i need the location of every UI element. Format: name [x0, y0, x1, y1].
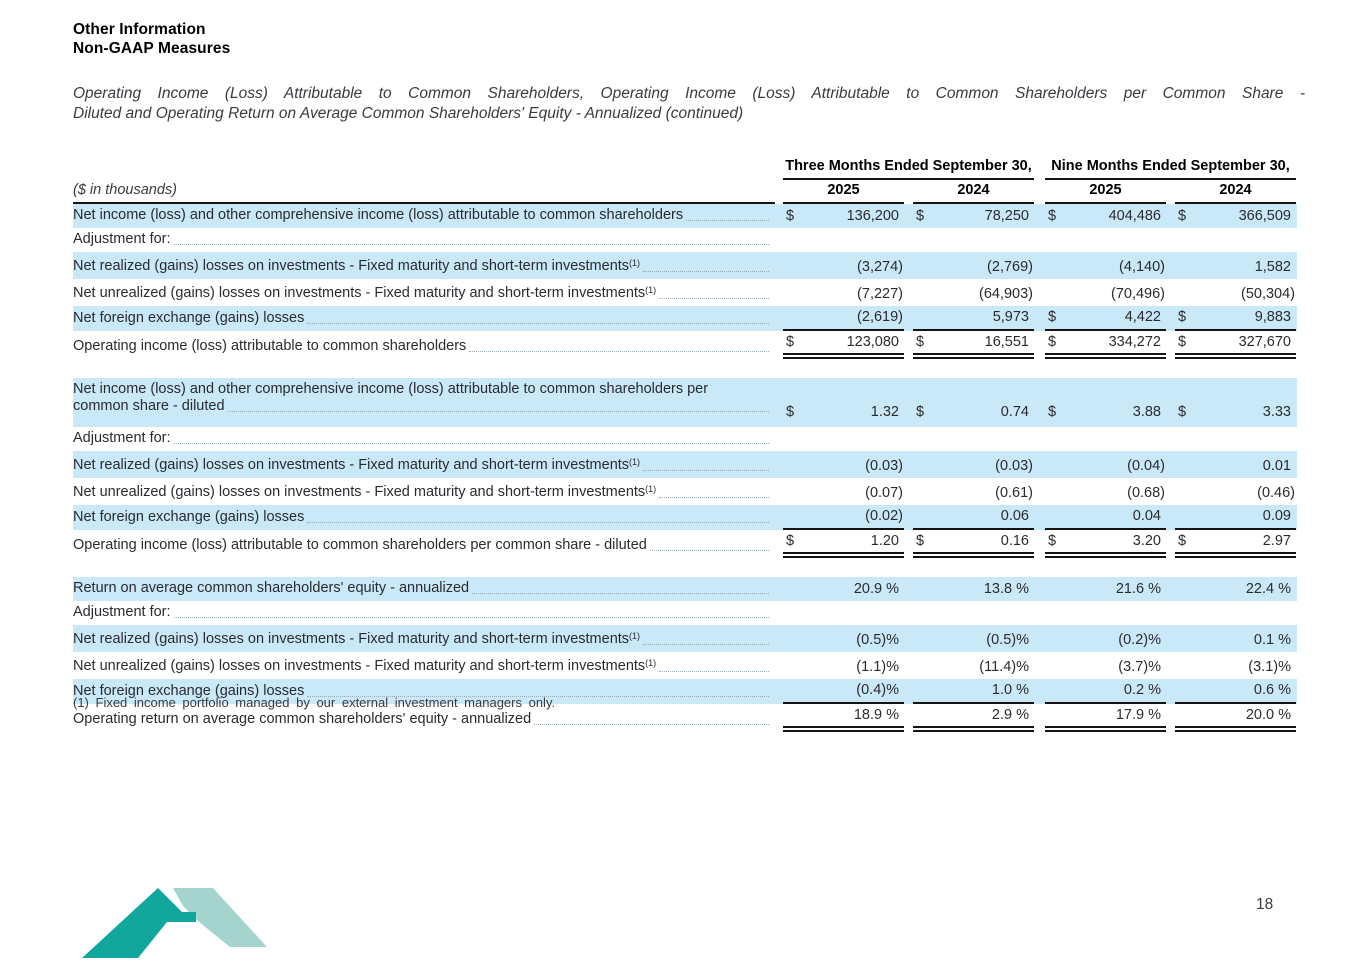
value: 327,670: [1238, 334, 1291, 350]
row-label-text: Adjustment for:: [73, 430, 171, 446]
currency-symbol: $: [786, 208, 795, 224]
company-logo: [75, 880, 275, 966]
dotted-leader: [643, 644, 769, 645]
year-header-1: 2025: [783, 182, 904, 204]
value-cell: [913, 205, 1034, 228]
value-cell: [783, 444, 904, 451]
dotted-leader: [174, 244, 769, 245]
value-cell: [783, 629, 904, 652]
subtitle-line2: Diluted and Operating Return on Average Common Shareholders' Equity - Annualized (continued): [73, 104, 744, 122]
value-cell: [1045, 444, 1166, 451]
row-label: [73, 625, 775, 652]
year-header-3: 2025: [1045, 182, 1166, 204]
footnote-ref: (1): [645, 484, 657, 494]
footnote-ref: (1): [645, 658, 657, 668]
row-label-text: Net unrealized (gains) losses on investments - Fixed maturity and short-term investments$^{(1)}$: [73, 285, 657, 301]
value-cell: [1175, 306, 1296, 331]
value: 9,883: [1254, 309, 1291, 325]
value: 17.9 %: [1115, 707, 1161, 723]
currency-symbol: $: [916, 334, 925, 350]
value-cell: [783, 283, 904, 306]
row-label: [73, 279, 775, 306]
currency-symbol: $: [1048, 208, 1057, 224]
value: 20.0 %: [1245, 707, 1291, 723]
table-row: [73, 331, 1297, 359]
table-section: [73, 204, 1297, 359]
value: (2,619): [857, 309, 903, 325]
value: 404,486: [1108, 208, 1161, 224]
value: (0.02): [865, 508, 903, 524]
row-label: [73, 708, 775, 732]
value: (0.61): [995, 485, 1033, 501]
value: (0.5)%: [856, 632, 899, 648]
row-label-text: Net foreign exchange (gains) losses: [73, 509, 305, 525]
value-cell: [1175, 505, 1296, 530]
row-label-line2: [73, 398, 775, 415]
row-label: [73, 506, 775, 530]
value-cell: [783, 245, 904, 252]
value-cell: [783, 401, 904, 427]
value: (2,769): [987, 259, 1033, 275]
value-cell: [1175, 331, 1296, 359]
value: (3.7)%: [1118, 659, 1161, 675]
value-cell: [783, 679, 904, 704]
value-cell: [1045, 578, 1166, 601]
value: (0.4)%: [856, 682, 899, 698]
currency-symbol: $: [786, 404, 795, 420]
value-cell: [1175, 256, 1296, 279]
dotted-leader: [659, 671, 769, 672]
row-label-text: Net unrealized (gains) losses on investments - Fixed maturity and short-term investments$^{(1)}$: [73, 658, 657, 674]
currency-symbol: $: [916, 533, 925, 549]
value: (3,274): [857, 259, 903, 275]
table-row: [73, 228, 1297, 252]
value: (0.68): [1127, 485, 1165, 501]
value: 2.97: [1262, 533, 1291, 549]
currency-symbol: $: [1048, 334, 1057, 350]
table-row: [73, 478, 1297, 505]
value-cell: [1175, 455, 1296, 478]
row-label-text: Net realized (gains) losses on investments - Fixed maturity and short-term investments$^{(1)}$: [73, 258, 641, 274]
value: 1.20: [870, 533, 899, 549]
value: (0.03): [865, 458, 903, 474]
dotted-leader: [307, 323, 769, 324]
document-title-line2: Non-GAAP Measures: [73, 40, 231, 57]
value-cell: [913, 629, 1034, 652]
row-label-text: Net realized (gains) losses on investments - Fixed maturity and short-term investments$^{(1)}$: [73, 457, 641, 473]
col-group-three-months: Three Months Ended September 30,: [783, 158, 1034, 180]
value-cell: [1045, 256, 1166, 279]
value-cell: [1175, 629, 1296, 652]
value: 366,509: [1238, 208, 1291, 224]
footnote-ref: (1): [629, 258, 641, 268]
value-cell: [1175, 205, 1296, 228]
value: 0.01: [1262, 458, 1291, 474]
col-group-nine-months: Nine Months Ended September 30,: [1045, 158, 1296, 180]
value-cell: [1045, 482, 1166, 505]
value-cell: [913, 306, 1034, 331]
row-label-text: Net unrealized (gains) losses on investments - Fixed maturity and short-term investments$^{(1)}$: [73, 484, 657, 500]
value-cell: [1045, 401, 1166, 427]
value: (1.1)%: [856, 659, 899, 675]
value: 123,080: [846, 334, 899, 350]
value-cell: [783, 205, 904, 228]
value: 0.2 %: [1123, 682, 1161, 698]
row-label: [73, 534, 775, 558]
dotted-leader: [307, 522, 769, 523]
dotted-leader: [174, 617, 769, 618]
table-row: [73, 652, 1297, 679]
table-row: [73, 505, 1297, 530]
value: 3.33: [1262, 404, 1291, 420]
value: 16,551: [984, 334, 1029, 350]
currency-symbol: $: [1178, 334, 1187, 350]
value-cell: [1045, 306, 1166, 331]
value-cell: [1045, 704, 1166, 732]
row-label-text: Return on average common shareholders' equity - annualized: [73, 580, 470, 596]
year-header-4: 2024: [1175, 182, 1296, 204]
value-cell: [1045, 656, 1166, 679]
value: 136,200: [846, 208, 899, 224]
value: 21.6 %: [1115, 581, 1161, 597]
value-cell: [913, 656, 1034, 679]
value: 13.8 %: [983, 581, 1029, 597]
value-cell: [1175, 444, 1296, 451]
table-row: [73, 625, 1297, 652]
dotted-leader: [643, 271, 769, 272]
value: (4,140): [1119, 259, 1165, 275]
row-label-text: Net income (loss) and other comprehensive income (loss) attributable to common shareholders: [73, 207, 684, 223]
table-body: [73, 204, 1297, 732]
row-label: [73, 252, 775, 279]
value: (0.2)%: [1118, 632, 1161, 648]
value-cell: [783, 505, 904, 530]
table-section: [73, 378, 1297, 558]
row-label: [73, 478, 775, 505]
value: 5,973: [992, 309, 1029, 325]
value-cell: [1175, 283, 1296, 306]
value-cell: [1045, 679, 1166, 704]
page-number: 18: [1256, 896, 1274, 913]
dotted-leader: [472, 593, 769, 594]
row-label: [73, 335, 775, 359]
table-row: [73, 577, 1297, 601]
value: 2.9 %: [991, 707, 1029, 723]
value-cell: [1175, 656, 1296, 679]
currency-symbol: $: [1048, 404, 1057, 420]
value-cell: [1175, 401, 1296, 427]
value: 0.09: [1262, 508, 1291, 524]
value-cell: [1045, 530, 1166, 558]
value-cell: [783, 530, 904, 558]
table-row: [73, 378, 1297, 427]
value-cell: [1175, 679, 1296, 704]
row-label-text: Operating income (loss) attributable to common shareholders: [73, 338, 467, 354]
value-cell: [913, 283, 1034, 306]
footnote-ref: (1): [645, 285, 657, 295]
value-cell: [913, 618, 1034, 625]
dotted-leader: [659, 298, 769, 299]
table-row: [73, 306, 1297, 331]
row-label-text: common share - diluted: [73, 398, 225, 414]
value-cell: [783, 618, 904, 625]
value-cell: [913, 401, 1034, 427]
value: (3.1)%: [1248, 659, 1291, 675]
row-label-text: Net realized (gains) losses on investments - Fixed maturity and short-term investments$^{(1)}$: [73, 631, 641, 647]
value: 334,272: [1108, 334, 1161, 350]
document-subtitle: [73, 84, 1305, 123]
value-cell: [783, 482, 904, 505]
value: 18.9 %: [853, 707, 899, 723]
value-cell: [783, 704, 904, 732]
currency-symbol: $: [1048, 309, 1057, 325]
row-label: [73, 451, 775, 478]
value-cell: [1175, 482, 1296, 505]
value-cell: [913, 256, 1034, 279]
row-label-line1: Net income (loss) and other comprehensive income (loss) attributable to common shareholders per: [73, 381, 709, 397]
row-label: [73, 601, 775, 625]
value-cell: [913, 679, 1034, 704]
subtitle-line1: Operating Income (Loss) Attributable to Common Shareholders, Operating Income (Loss) Attributable to Common Shareholders per Common Share -: [73, 85, 1305, 102]
row-label: [73, 378, 775, 427]
row-label-text: Net foreign exchange (gains) losses: [73, 310, 305, 326]
value: 3.20: [1132, 533, 1161, 549]
value: 0.1 %: [1253, 632, 1291, 648]
dotted-leader: [174, 443, 769, 444]
value: 1.0 %: [991, 682, 1029, 698]
value-cell: [913, 331, 1034, 359]
dotted-leader: [659, 497, 769, 498]
value: (0.5)%: [986, 632, 1029, 648]
value: 1.32: [870, 404, 899, 420]
currency-symbol: $: [1048, 533, 1057, 549]
value-cell: [913, 530, 1034, 558]
row-label: [73, 427, 775, 451]
value: 20.9 %: [853, 581, 899, 597]
dotted-leader: [534, 724, 769, 725]
row-label-text: Operating return on average common shareholders' equity - annualized: [73, 711, 532, 727]
currency-symbol: $: [916, 404, 925, 420]
value: 0.04: [1132, 508, 1161, 524]
value: (50,304): [1240, 286, 1295, 302]
value-cell: [1175, 530, 1296, 558]
value-cell: [783, 256, 904, 279]
table-row: [73, 279, 1297, 306]
currency-symbol: $: [786, 533, 795, 549]
table-row: [73, 427, 1297, 451]
table-row: [73, 252, 1297, 279]
value-cell: [913, 704, 1034, 732]
value: (0.07): [865, 485, 903, 501]
footnote: (1) Fixed income portfolio managed by our external investment managers only.: [73, 695, 556, 710]
value-cell: [913, 505, 1034, 530]
currency-symbol: $: [786, 334, 795, 350]
value-cell: [1045, 245, 1166, 252]
dotted-leader: [650, 550, 769, 551]
row-label: [73, 307, 775, 331]
value-cell: [913, 444, 1034, 451]
value: 0.6 %: [1253, 682, 1291, 698]
document-title-line1: Other Information: [73, 21, 206, 38]
value-cell: [1175, 704, 1296, 732]
value-cell: [1045, 505, 1166, 530]
financial-table: [73, 158, 1297, 732]
table-header-group-row: [73, 158, 1297, 180]
row-label-text: Adjustment for:: [73, 604, 171, 620]
footnote-ref: (1): [629, 631, 641, 641]
table-row: [73, 530, 1297, 558]
value-cell: [913, 455, 1034, 478]
value-cell: [1045, 629, 1166, 652]
row-label-text: Adjustment for:: [73, 231, 171, 247]
value-cell: [783, 306, 904, 331]
value: (11.4)%: [979, 659, 1029, 675]
currency-symbol: $: [1178, 309, 1187, 325]
table-header-year-row: [73, 182, 1297, 204]
row-label: [73, 228, 775, 252]
value: (70,496): [1110, 286, 1165, 302]
value-cell: [783, 455, 904, 478]
value: 0.16: [1000, 533, 1029, 549]
table-row: [73, 451, 1297, 478]
currency-symbol: $: [1178, 208, 1187, 224]
value: 4,422: [1124, 309, 1161, 325]
value-cell: [1045, 283, 1166, 306]
value: (64,903): [978, 286, 1033, 302]
row-label: [73, 652, 775, 679]
value-cell: [783, 331, 904, 359]
row-label-text: Operating income (loss) attributable to common shareholders per common share - diluted: [73, 537, 647, 553]
value-cell: [1045, 205, 1166, 228]
currency-symbol: $: [916, 208, 925, 224]
value-cell: [913, 482, 1034, 505]
currency-symbol: $: [1178, 533, 1187, 549]
dotted-leader: [643, 470, 769, 471]
row-label: [73, 204, 775, 228]
dotted-leader: [686, 220, 769, 221]
table-row: [73, 601, 1297, 625]
value-cell: [783, 578, 904, 601]
value: 0.06: [1000, 508, 1029, 524]
value-cell: [913, 245, 1034, 252]
value-cell: [783, 656, 904, 679]
value-cell: [1045, 455, 1166, 478]
value-cell: [1175, 245, 1296, 252]
row-label-text: Net foreign exchange (gains) losses: [73, 683, 305, 699]
currency-symbol: $: [1178, 404, 1187, 420]
value: (0.04): [1127, 458, 1165, 474]
footnote-ref: (1): [629, 457, 641, 467]
value: 0.74: [1000, 404, 1029, 420]
value: 1,582: [1254, 259, 1291, 275]
year-header-2: 2024: [913, 182, 1034, 204]
value: 78,250: [984, 208, 1029, 224]
row-label: [73, 577, 775, 601]
value: (0.03): [995, 458, 1033, 474]
value: 3.88: [1132, 404, 1161, 420]
value: (7,227): [857, 286, 903, 302]
document-header: [73, 20, 230, 58]
dotted-leader: [228, 411, 769, 412]
value-cell: [913, 578, 1034, 601]
value: (0.46): [1257, 485, 1295, 501]
value-cell: [1175, 578, 1296, 601]
value-cell: [1175, 618, 1296, 625]
value-cell: [1045, 618, 1166, 625]
value-cell: [1045, 331, 1166, 359]
table-row: [73, 204, 1297, 228]
dotted-leader: [469, 351, 769, 352]
units-label: ($ in thousands): [73, 182, 775, 204]
value: 22.4 %: [1245, 581, 1291, 597]
